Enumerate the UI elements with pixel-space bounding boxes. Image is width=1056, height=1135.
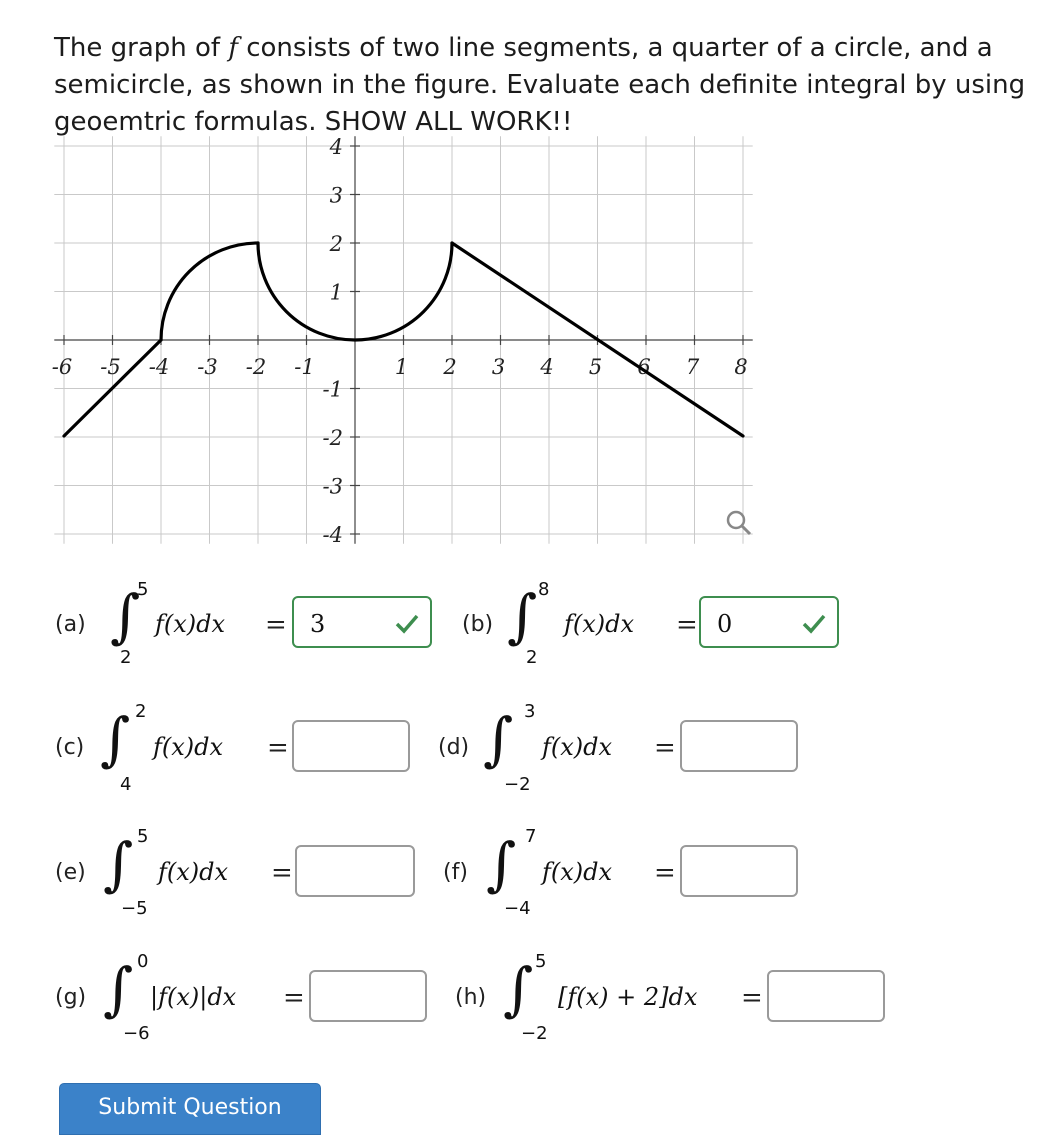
question-label: (d): [438, 735, 470, 760]
upper-limit: 5: [137, 826, 149, 847]
integrand: f(x)dx: [153, 733, 224, 761]
answer-value: 0: [717, 610, 733, 638]
upper-limit: 5: [137, 579, 149, 600]
lower-limit: 2: [120, 647, 132, 668]
upper-limit: 2: [135, 701, 147, 722]
answer-input-c[interactable]: [292, 720, 410, 772]
x-axis-tick-labels: [52, 355, 748, 379]
equals-sign: =: [265, 610, 287, 640]
integral-sign: ∫: [507, 582, 538, 650]
x-tick-label: 4: [540, 355, 554, 379]
problem-text-part1: The graph of: [54, 33, 229, 63]
question-label: (c): [55, 735, 85, 760]
equals-sign: =: [283, 983, 305, 1013]
question-label: (e): [55, 860, 86, 885]
question-label: (b): [462, 612, 494, 637]
x-tick-label: 2: [443, 355, 457, 379]
lower-limit: 4: [120, 774, 132, 795]
equals-sign: =: [676, 610, 698, 640]
integrand: f(x)dx: [564, 610, 635, 638]
x-tick-label: 7: [685, 355, 700, 379]
y-tick-label: 2: [329, 232, 343, 256]
function-graph: [0, 0, 1056, 560]
lower-limit: 2: [526, 647, 538, 668]
integral-sign: ∫: [483, 705, 514, 773]
problem-text-part2: consists of two line segments, a quarter of a circle, and a semicircle, as shown in the figure. Evaluate each definite integral by using geoemtric formulas. SHOW ALL WORK!!: [54, 33, 1026, 137]
integral-sign: ∫: [486, 830, 517, 898]
upper-limit: 7: [525, 826, 537, 847]
x-tick-label: 1: [394, 355, 409, 379]
lower-limit: −6: [123, 1023, 150, 1044]
check-icon: [394, 612, 420, 634]
question-label: (f): [443, 860, 468, 885]
answer-input-d[interactable]: [680, 720, 798, 772]
upper-limit: 5: [535, 951, 547, 972]
lower-limit: −2: [521, 1023, 548, 1044]
x-tick-label: -3: [197, 355, 218, 379]
answer-input-b[interactable]: [699, 596, 839, 648]
x-tick-label: 8: [734, 355, 748, 379]
question-label: (g): [55, 985, 87, 1010]
x-tick-label: -4: [148, 355, 170, 379]
y-tick-label: -4: [322, 523, 343, 547]
integral-sign: ∫: [503, 955, 534, 1023]
lower-limit: −5: [121, 898, 148, 919]
equals-sign: =: [654, 858, 676, 888]
integral-sign: ∫: [103, 955, 134, 1023]
x-tick-label: -2: [245, 355, 267, 379]
x-tick-label: 6: [637, 355, 651, 379]
equals-sign: =: [271, 858, 293, 888]
x-tick-label: 5: [588, 355, 603, 379]
integrand: [f(x) + 2]dx: [558, 983, 698, 1011]
y-tick-label: 1: [329, 280, 343, 305]
check-icon: [801, 612, 827, 634]
y-tick-label: 3: [329, 183, 343, 208]
answer-input-e[interactable]: [295, 845, 415, 897]
integral-sign: ∫: [100, 705, 131, 773]
answer-input-f[interactable]: [680, 845, 798, 897]
integrand: f(x)dx: [155, 610, 226, 638]
answer-input-g[interactable]: [309, 970, 427, 1022]
y-tick-label: -2: [322, 426, 343, 450]
submit-question-button[interactable]: Submit Question: [59, 1083, 321, 1135]
integral-sign: ∫: [110, 582, 141, 650]
x-tick-label: -6: [51, 355, 73, 379]
answer-input-a[interactable]: [292, 596, 432, 648]
question-label: (h): [455, 985, 487, 1010]
y-tick-label: 4: [329, 135, 343, 159]
upper-limit: 3: [524, 701, 536, 722]
magnifier-icon[interactable]: [728, 512, 750, 534]
answer-input-h[interactable]: [767, 970, 885, 1022]
lower-limit: −2: [504, 774, 531, 795]
answer-value: 3: [310, 610, 326, 638]
y-tick-label: -3: [322, 474, 343, 499]
integrand: |f(x)|dx: [150, 983, 237, 1011]
y-tick-label: -1: [322, 377, 343, 402]
question-label: (a): [55, 612, 86, 637]
integral-sign: ∫: [103, 830, 134, 898]
lower-limit: −4: [504, 898, 531, 919]
x-tick-label: -5: [100, 355, 121, 379]
integrand: f(x)dx: [542, 733, 613, 761]
equals-sign: =: [741, 983, 763, 1013]
x-tick-label: -1: [294, 355, 315, 379]
upper-limit: 8: [538, 579, 550, 600]
x-tick-label: 3: [491, 355, 506, 379]
integrand: f(x)dx: [158, 858, 229, 886]
integrand: f(x)dx: [542, 858, 613, 886]
equals-sign: =: [267, 733, 289, 763]
equals-sign: =: [654, 733, 676, 763]
function-symbol: f: [228, 33, 238, 63]
y-axis-tick-labels: [323, 135, 343, 547]
upper-limit: 0: [137, 951, 149, 972]
